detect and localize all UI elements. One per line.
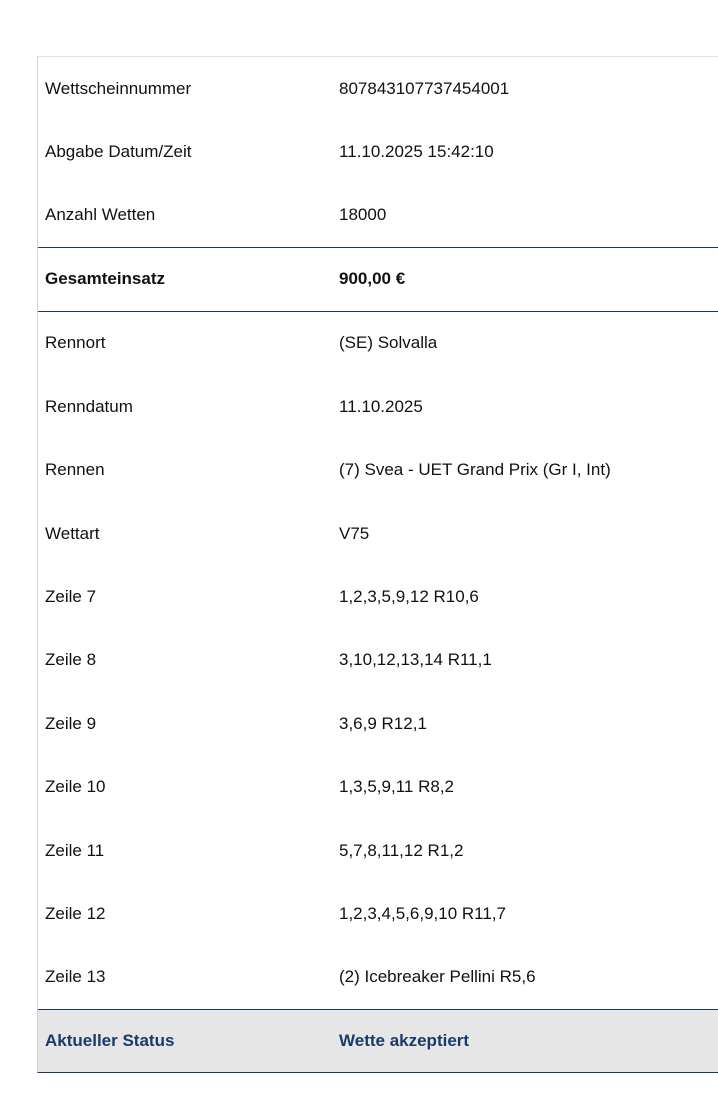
line-selection-value: 3,10,12,13,14 R11,1 <box>339 650 492 670</box>
row-label: Wettscheinnummer <box>45 78 192 98</box>
line-selection-value: 1,2,3,5,9,12 R10,6 <box>339 587 479 607</box>
race-venue-row <box>38 312 718 375</box>
row-label: Zeile 10 <box>45 777 106 797</box>
row-label: Zeile 8 <box>45 650 97 670</box>
line-selection-value: 1,2,3,4,5,6,9,10 R11,7 <box>339 903 506 923</box>
ticket-number-row <box>38 57 718 120</box>
line-row <box>38 756 718 819</box>
row-label: Zeile 11 <box>45 840 105 860</box>
row-label: Abgabe Datum/Zeit <box>45 141 192 161</box>
row-label: Zeile 7 <box>45 587 97 607</box>
row-label: Zeile 12 <box>45 903 106 923</box>
line-selection-value: (2) Icebreaker Pellini R5,6 <box>339 967 536 987</box>
submission-datetime-value: 11.10.2025 15:42:10 <box>339 141 494 161</box>
line-row <box>38 882 718 945</box>
race-row <box>38 439 718 502</box>
total-stake-row <box>38 247 718 312</box>
current-status-row <box>38 1009 718 1072</box>
race-date-row <box>38 375 718 438</box>
line-selection-value: 3,6,9 R12,1 <box>339 713 427 733</box>
row-label: Rennort <box>45 333 106 353</box>
total-stake-value: 900,00 € <box>339 269 406 289</box>
line-row <box>38 819 718 882</box>
row-label: Zeile 9 <box>45 713 97 733</box>
race-date-value: 11.10.2025 <box>339 396 423 416</box>
line-row <box>38 946 718 1009</box>
bet-count-value: 18000 <box>339 205 387 225</box>
bet-count-row <box>38 183 718 246</box>
bet-type-value: V75 <box>339 523 370 543</box>
row-label: Wettart <box>45 523 100 543</box>
total-stake-label: Gesamteinsatz <box>45 269 165 289</box>
status-value: Wette akzeptiert <box>339 1031 470 1051</box>
row-label: Anzahl Wetten <box>45 205 156 225</box>
submission-datetime-row <box>38 120 718 183</box>
line-selection-value: 5,7,8,11,12 R1,2 <box>339 840 464 860</box>
race-value: (7) Svea - UET Grand Prix (Gr I, Int) <box>339 460 611 480</box>
status-label: Aktueller Status <box>45 1031 175 1051</box>
race-venue-value: (SE) Solvalla <box>339 333 438 353</box>
line-row <box>38 565 718 628</box>
bet-ticket-table <box>37 56 718 1073</box>
bet-type-row <box>38 502 718 565</box>
line-row <box>38 629 718 692</box>
ticket-number-value: 807843107737454001 <box>339 78 510 98</box>
row-label: Zeile 13 <box>45 967 106 987</box>
row-label: Renndatum <box>45 396 133 416</box>
line-row <box>38 692 718 755</box>
line-selection-value: 1,3,5,9,11 R8,2 <box>339 777 454 797</box>
row-label: Rennen <box>45 460 105 480</box>
